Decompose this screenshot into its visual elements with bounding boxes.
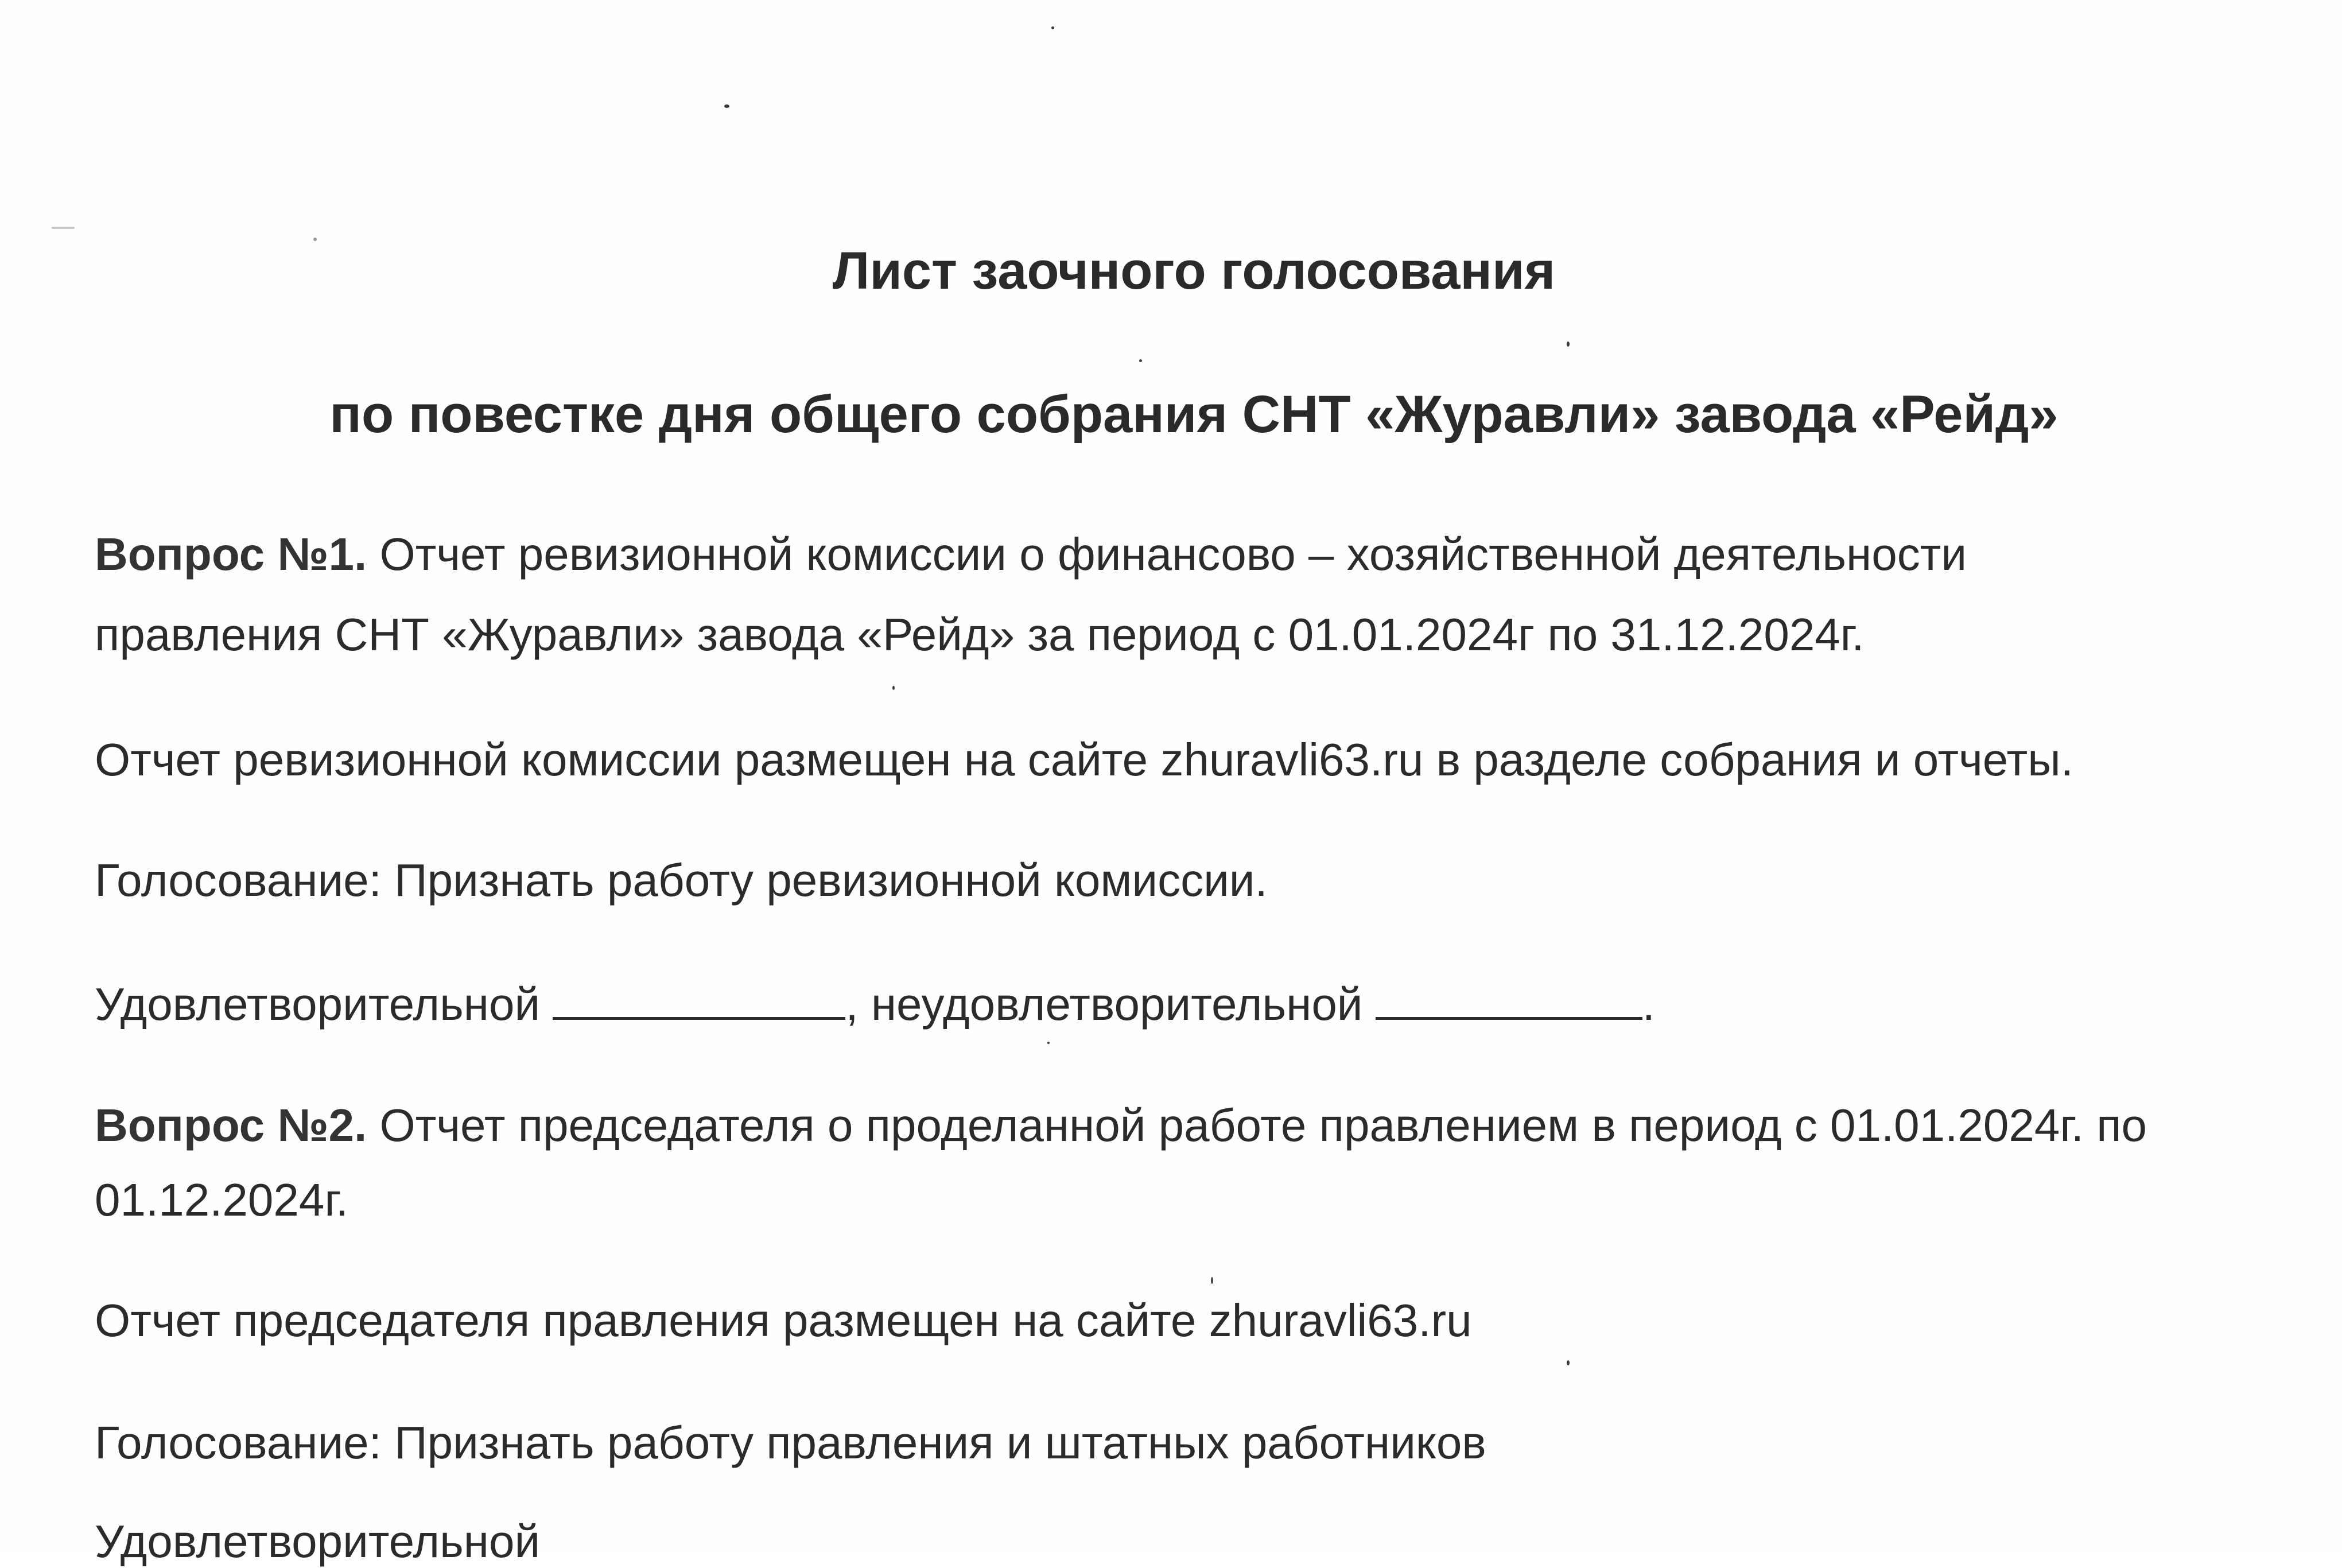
question-2-options-cut: Удовлетворительной (95, 1516, 541, 1567)
question-1-text: Отчет ревизионной комиссии о финансово – хозяйственной деятельности (367, 529, 1967, 580)
question-1-report-note: Отчет ревизионной комиссии размещен на сайте zhuravli63.ru в разделе собрания и отчеты. (95, 734, 2074, 785)
question-1-line-1 (95, 528, 1967, 581)
question-2-label: Вопрос №2. (95, 1100, 367, 1151)
scan-speck (892, 686, 895, 690)
question-2-text: Отчет председателя о проделанной работе правлением в период с 01.01.2024г. по (367, 1100, 2147, 1151)
question-2-line-1 (95, 1099, 2147, 1152)
scan-speck (724, 104, 729, 108)
scan-speck (1051, 26, 1054, 29)
question-2-voting: Голосование: Признать работу правления и штатных работников (95, 1417, 1486, 1468)
unsatisfactory-blank-field[interactable] (1376, 976, 1642, 1020)
document-title: Лист заочного голосования (832, 242, 1556, 300)
satisfactory-blank-field[interactable] (553, 976, 845, 1020)
question-2-report-note: Отчет председателя правления размещен на сайте zhuravli63.ru (95, 1295, 1472, 1346)
question-1-voting: Голосование: Признать работу ревизионной комиссии. (95, 855, 1268, 906)
question-1-line-2: правления СНТ «Журавли» завода «Рейд» за период с 01.01.2024г по 31.12.2024г. (95, 609, 1865, 660)
scan-speck (52, 227, 75, 229)
document-subtitle: по повестке дня общего собрания СНТ «Журавли» завода «Рейд» (329, 385, 2059, 444)
scan-speck (1567, 1360, 1570, 1365)
question-1-label: Вопрос №1. (95, 529, 367, 580)
question-2-line-2: 01.12.2024г. (95, 1174, 349, 1225)
options-period: . (1642, 979, 1655, 1030)
option-unsatisfactory-label: , неудовлетворительной (845, 979, 1376, 1030)
scan-speck (1211, 1277, 1213, 1284)
scan-speck (1139, 359, 1142, 362)
question-1-options (95, 976, 1655, 1031)
scan-speck (1567, 341, 1570, 347)
scan-speck (1047, 1042, 1050, 1044)
option-satisfactory-label: Удовлетворительной (95, 979, 553, 1030)
